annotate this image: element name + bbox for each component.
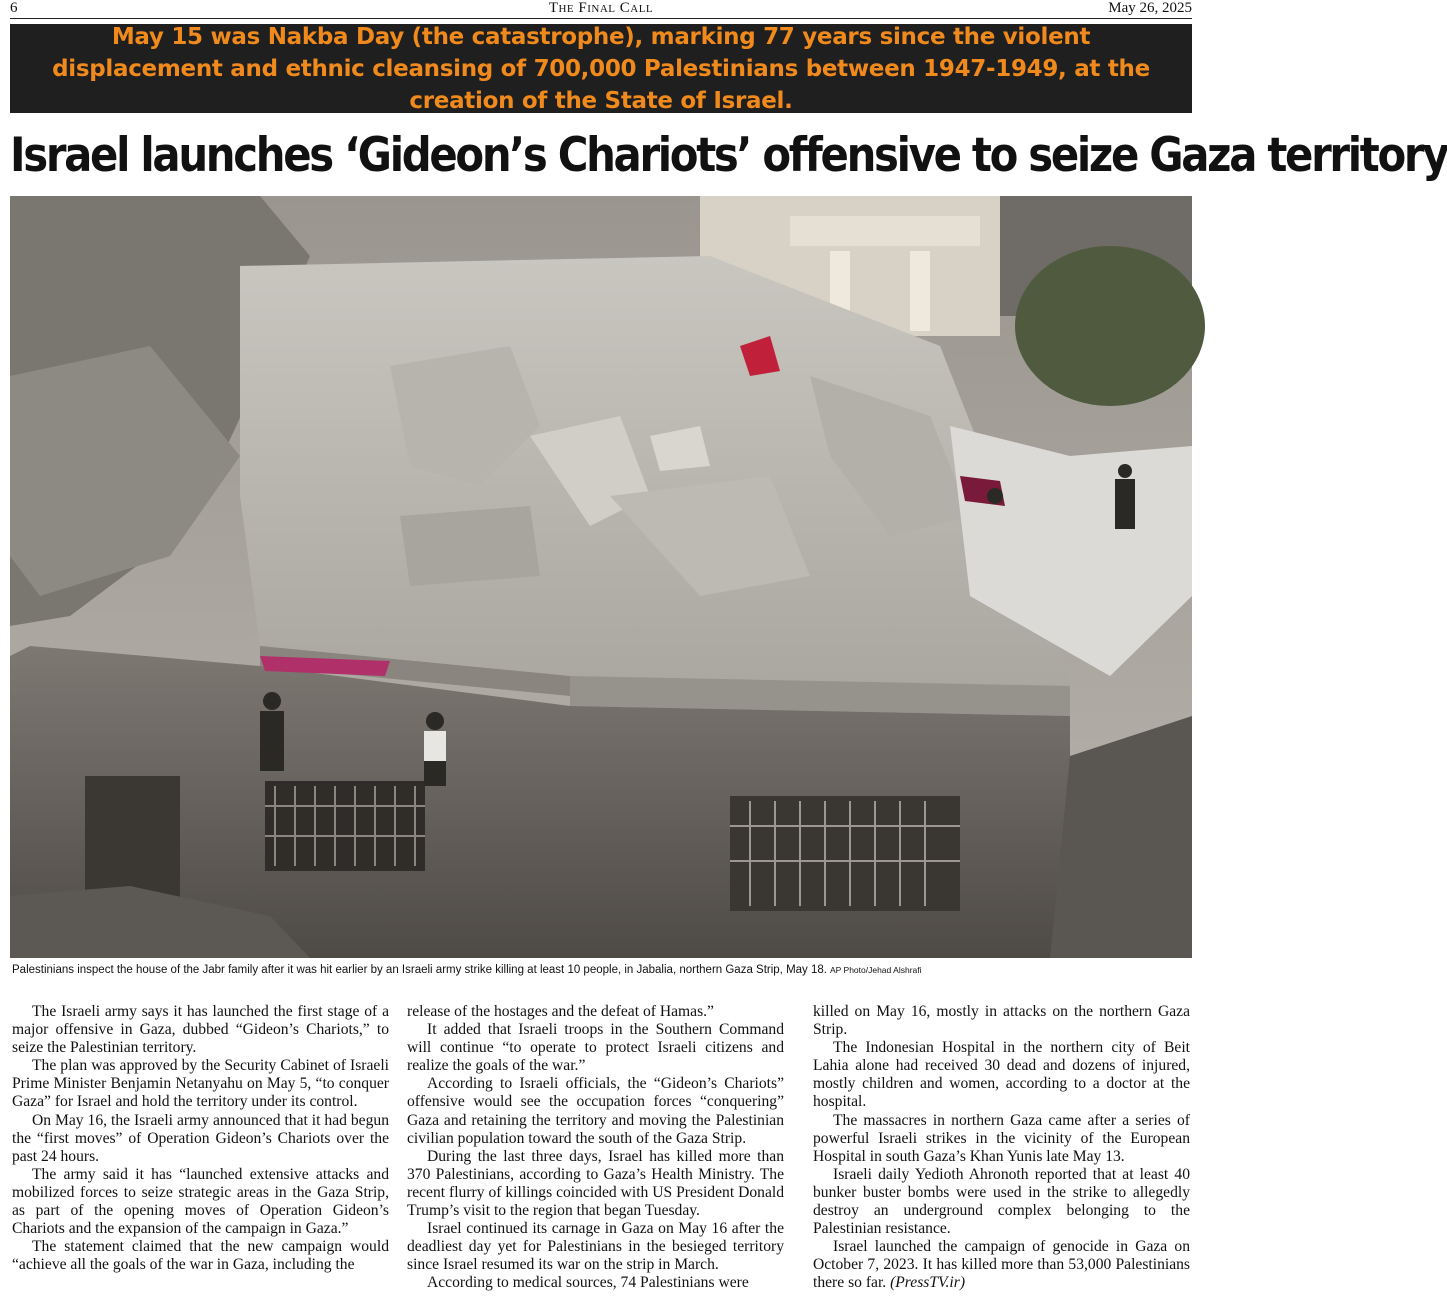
paragraph: The Indonesian Hospital in the northern city of Beit Lahia alone had received 30 dead and dozens of injured, mostly children and women, according to a doctor at the hospital.: [813, 1039, 1190, 1111]
photo-credit: AP Photo/Jehad Alshrafi: [829, 965, 922, 975]
page-number: 6: [10, 0, 18, 16]
paragraph: The statement claimed that the new campaign would “achieve all the goals of the war in Gaza, including the: [12, 1238, 389, 1274]
article-source: (PressTV.ir): [890, 1274, 966, 1292]
paragraph: On May 16, the Israeli army announced that it had begun the “first moves” of Operation Gideon’s Chariots over the past 24 hours.: [12, 1111, 389, 1165]
caption-text: Palestinians inspect the house of the Jabr family after it was hit earlier by an Israeli army strike killing at least 10 people, in Jabalia, northern Gaza Strip, May 18.: [12, 964, 827, 976]
paragraph-final: [813, 1238, 1190, 1292]
paragraph: The massacres in northern Gaza came after a series of powerful Israeli strikes in the vicinity of the European Hospital in south Gaza’s Khan Yunis late May 13.: [813, 1111, 1190, 1165]
paragraph: During the last three days, Israel has killed more than 370 Palestinians, according to Gaza’s Health Ministry. The recent flurry of killings coincided with US President Donald Trump’s visit to the region that began Tuesday.: [407, 1147, 784, 1220]
paragraph: According to medical sources, 74 Palestinians were: [427, 1274, 749, 1292]
headline: Israel launches ‘Gideon’s Chariots’ offensive to seize Gaza territory: [10, 128, 1447, 183]
paragraph: Israel continued its carnage in Gaza on May 16 after the deadliest day yet for Palestinians in the besieged territory since Israel resumed its war on the strip in March.: [407, 1220, 784, 1274]
paragraph: According to Israeli officials, the “Gideon’s Chariots” offensive would see the occupation forces “conquering” Gaza and retaining the territory and moving the Palestinian civilian population toward the south of the Gaza Strip.: [407, 1075, 784, 1147]
nakba-banner: [10, 24, 1192, 113]
article-column-2: [407, 1003, 784, 1293]
news-photo: [10, 196, 1192, 958]
paragraph: The Israeli army says it has launched the first stage of a major offensive in Gaza, dubbed “Gideon’s Chariots,” to seize the Palestinian territory.: [12, 1003, 389, 1057]
paragraph: The plan was approved by the Security Cabinet of Israeli Prime Minister Benjamin Netanyahu on May 5, “to conquer Gaza” for Israel and hold the territory under its control.: [12, 1057, 389, 1111]
paragraph: The army said it has “launched extensive attacks and mobilized forces to seize strategic areas in the Gaza Strip, as part of the opening moves of Operation Gideon’s Chariots and the expansion of the campaign in Gaza.”: [12, 1165, 389, 1238]
final-paragraph-text: Israel launched the campaign of genocide in Gaza on October 7, 2023. It has killed more than 53,000 Palestinians there so far.: [813, 1238, 1190, 1292]
paragraph-continued: killed on May 16, mostly in attacks on the northern Gaza Strip.: [813, 1003, 1190, 1039]
paragraph: It added that Israeli troops in the Southern Command will continue “to operate to protect Israeli citizens and realize the goals of the war.”: [407, 1021, 784, 1075]
rubble-photo-illustration: [10, 196, 1192, 958]
photo-caption: [12, 962, 1192, 978]
issue-date: May 26, 2025: [1108, 0, 1192, 16]
article-column-1: [12, 1003, 389, 1293]
masthead: [10, 0, 1192, 19]
paragraph: Israeli daily Yedioth Ahronoth reported that at least 40 bunker buster bombs were used in the strike to allegedly destroy an underground complex belonging to the Palestinian resistance.: [813, 1165, 1190, 1238]
paper-name: The Final Call: [548, 0, 654, 16]
paragraph-continued: release of the hostages and the defeat of Hamas.”: [407, 1003, 714, 1020]
article-column-3: [813, 1003, 1190, 1293]
banner-text: May 15 was Nakba Day (the catastrophe), marking 77 years since the violent displacement and ethnic cleansing of 700,000 Palestinians between 1947-1949, at the creation of the State of Israel.: [52, 23, 1150, 114]
